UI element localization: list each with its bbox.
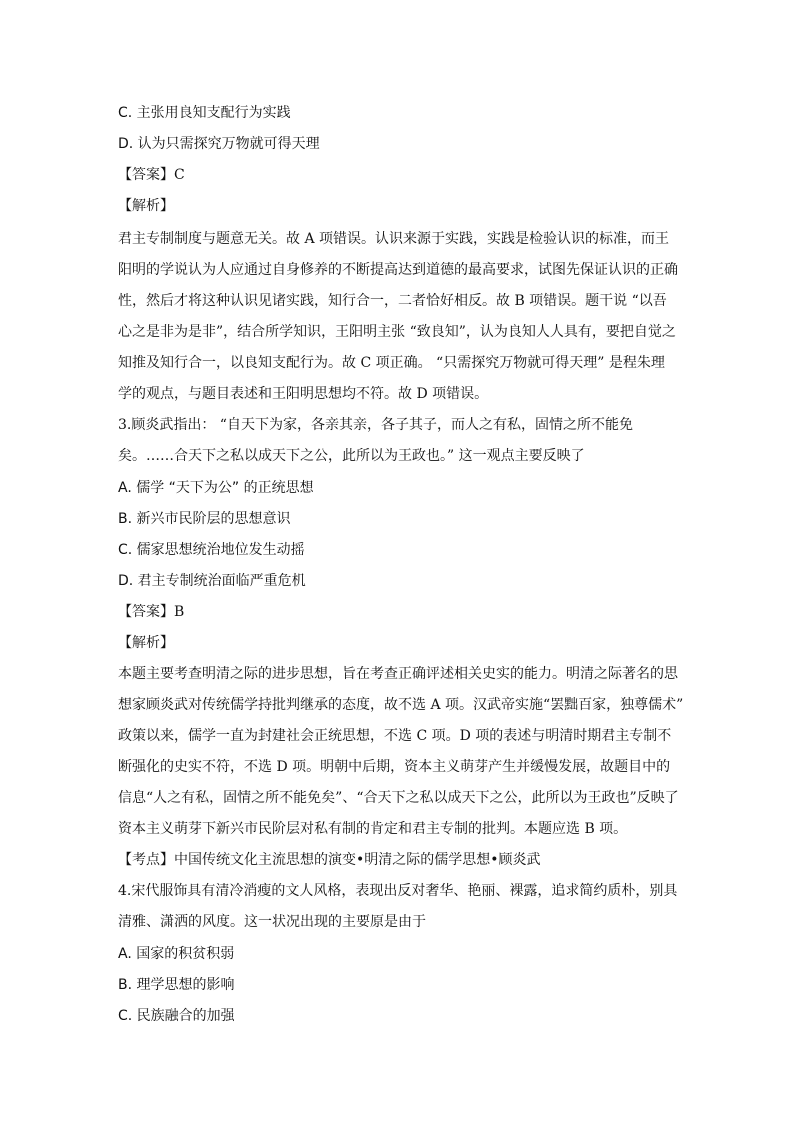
q3-analysis-line: 本题主要考查明清之际的进步思想，旨在考查正确评述相关史实的能力。明清之际著名的思	[118, 666, 678, 682]
q2-analysis-line: 心之是非为是非”，结合所学知识，王阳明主张 “致良知”，认为良知人人具有，要把自觉之	[118, 324, 676, 340]
q2-analysis-line: 阳明的学说认为人应通过自身修养的不断提高达到道德的最高要求，试图先保证认识的正确	[118, 262, 678, 278]
q3-analysis-line: 资本主义萌芽下新兴市民阶层对私有制的肯定和君主专制的批判。本题应选 B 项。	[118, 821, 628, 837]
q2-analysis-line: 君主专制制度与题意无关。故 A 项错误。认识来源于实践，实践是检验认识的标准，而王	[118, 231, 670, 247]
q3-analysis-line: 断强化的史实不符，不选 D 项。明朝中后期，资本主义萌芽产生并缓慢发展，故题目中的	[118, 759, 671, 775]
q2-analysis-line: 知推及知行合一，以良知支配行为。故 C 项正确。 “只需探究万物就可得天理” 是程朱理	[118, 355, 665, 371]
q3-stem-line: 3.顾炎武指出： “自天下为家，各亲其亲，各子其子，而人之有私，固情之所不能免	[118, 417, 633, 433]
q3-analysis-line: 政策以来，儒学一直为封建社会正统思想，不选 C 项。D 项的表述与明清时期君主专制不	[118, 728, 672, 744]
q3-answer: 【答案】B	[118, 604, 185, 620]
q4-option-a: A. 国家的积贫积弱	[118, 946, 235, 962]
q2-analysis-line: 学的观点，与题目表述和王阳明思想均不符。故 D 项错误。	[118, 386, 489, 402]
q3-kaodian: 【考点】中国传统文化主流思想的演变•明清之际的儒学思想•顾炎武	[118, 852, 541, 868]
q3-stem-line: 矣。……合天下之私以成天下之公，此所以为王政也。” 这一观点主要反映了	[118, 448, 585, 464]
q3-option-a: A. 儒学 “天下为公” 的正统思想	[118, 480, 314, 496]
q3-analysis-line: 想家顾炎武对传统儒学持批判继承的态度，故不选 A 项。汉武帝实施“罢黜百家，独尊儒术”	[118, 697, 684, 713]
q4-option-c: C. 民族融合的加强	[118, 1008, 235, 1024]
q2-option-d: D. 认为只需探究万物就可得天理	[118, 136, 320, 152]
q3-analysis-label: 【解析】	[118, 635, 174, 651]
q2-analysis-line: 性，然后才将这种认识见诸实践，知行合一，二者恰好相反。故 B 项错误。题干说 “以吾	[118, 293, 667, 309]
q3-option-c: C. 儒家思想统治地位发生动摇	[118, 542, 305, 558]
q4-stem-line: 清雅、潇洒的风度。这一状况出现的主要原是由于	[118, 914, 426, 930]
q2-analysis-label: 【解析】	[118, 198, 174, 214]
q3-option-d: D. 君主专制统治面临严重危机	[118, 573, 306, 589]
q2-answer: 【答案】C	[118, 167, 185, 183]
q4-option-b: B. 理学思想的影响	[118, 977, 235, 993]
q3-analysis-line: 信息“人之有私，固情之所不能免矣”、“合天下之私以成天下之公，此所以为王政也”反映了	[118, 790, 679, 806]
q4-stem-line: 4.宋代服饰具有清冷消瘦的文人风格，表现出反对奢华、艳丽、裸露，追求简约质朴，别具	[118, 883, 678, 899]
q2-option-c: C. 主张用良知支配行为实践	[118, 105, 291, 121]
q3-option-b: B. 新兴市民阶层的思想意识	[118, 511, 291, 527]
